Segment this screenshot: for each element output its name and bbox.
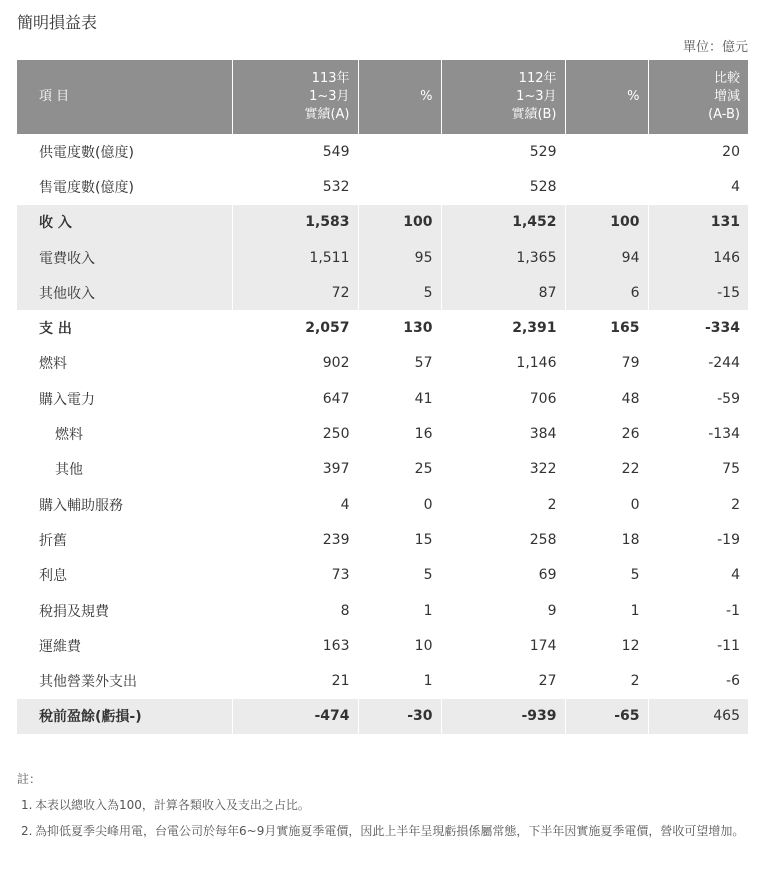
table-row [17,275,748,310]
percent-112: 22 [565,452,648,487]
row-label: 供電度數(億度) [17,134,232,169]
percent-112: 79 [565,346,648,381]
value-diff: 146 [648,240,748,275]
income-statement-table [17,60,748,734]
value-112: 2,391 [441,310,565,345]
value-diff: 2 [731,496,740,513]
row-label: 利息 [17,558,232,593]
note-text: 本表以總收入為100，計算各類收入及支出之占比。 [35,798,310,812]
row-label: 購入電力 [17,381,232,416]
value-113: 4 [232,487,358,522]
percent-113: 1 [358,663,441,698]
percent-112 [565,169,648,204]
value-113: 8 [232,593,358,628]
header-113-percent: % [358,60,441,134]
value-113: 250 [232,416,358,451]
value-diff: -134 [708,426,740,443]
percent-113: 5 [358,275,441,310]
value-112: 1,365 [441,240,565,275]
table-row [17,240,748,275]
percent-112: -65 [565,699,648,734]
percent-112: 2 [565,663,648,698]
table-row [17,134,748,169]
row-label: 燃料 [17,416,232,451]
row-label: 其他 [17,452,232,487]
value-diff: -334 [704,320,740,337]
header-difference: 比較 增減 (A-B) [648,60,748,134]
note-item [17,818,752,844]
percent-113: 1 [358,593,441,628]
value-112: 1,452 [441,205,565,240]
value-113: 21 [232,663,358,698]
percent-112: 18 [565,522,648,557]
value-113: 1,583 [232,205,358,240]
row-label: 稅捐及規費 [17,593,232,628]
table-row [17,487,748,522]
value-113: 902 [232,346,358,381]
value-diff: -19 [717,531,740,548]
value-112: 174 [441,628,565,663]
percent-113: 41 [358,381,441,416]
row-label: 電費收入 [17,240,232,275]
table-row [17,663,748,698]
table-row [17,205,748,240]
percent-113 [358,169,441,204]
row-label: 運維費 [17,628,232,663]
value-113: 549 [232,134,358,169]
table-row [17,558,748,593]
table-row [17,381,748,416]
percent-113: 16 [358,416,441,451]
value-112: 384 [441,416,565,451]
row-label: 支 出 [17,310,232,345]
percent-112: 0 [565,487,648,522]
value-diff: -11 [717,637,740,654]
note-item [17,792,752,818]
row-label: 稅前盈餘(虧損-) [17,699,232,734]
header-112-percent: % [565,60,648,134]
percent-113: 100 [358,205,441,240]
header-112-actual: 112年 1~3月 實績(B) [441,60,565,134]
percent-113: 0 [358,487,441,522]
value-112: 69 [441,558,565,593]
header-113-actual: 113年 1~3月 實績(A) [232,60,358,134]
value-113: 647 [232,381,358,416]
value-112: -939 [441,699,565,734]
row-label: 購入輔助服務 [17,487,232,522]
notes-list [17,792,752,844]
value-diff: -6 [726,673,740,690]
unit-label: 單位：億元 [682,40,748,55]
value-112: 27 [441,663,565,698]
percent-112: 94 [565,240,648,275]
table-row [17,416,748,451]
percent-113: 5 [358,558,441,593]
value-112: 528 [441,169,565,204]
table-row [17,452,748,487]
value-113: 1,511 [232,240,358,275]
percent-112: 26 [565,416,648,451]
value-diff: -59 [717,390,740,407]
value-112: 9 [441,593,565,628]
value-diff: -244 [708,355,740,372]
note-number: 1. [21,798,33,812]
value-112: 529 [441,134,565,169]
page-title: 簡明損益表 [17,13,98,32]
value-113: 72 [232,275,358,310]
percent-112 [565,134,648,169]
percent-112: 5 [565,558,648,593]
table-row [17,628,748,663]
percent-113: 57 [358,346,441,381]
table-header-row [17,60,748,134]
value-112: 706 [441,381,565,416]
notes-heading: 註： [17,772,42,786]
value-113: 163 [232,628,358,663]
percent-113 [358,134,441,169]
percent-113: 15 [358,522,441,557]
percent-113: 10 [358,628,441,663]
percent-112: 100 [565,205,648,240]
percent-113: 25 [358,452,441,487]
note-text: 為抑低夏季尖峰用電，台電公司於每年6~9月實施夏季電價，因此上半年呈現虧損係屬常態，下半年因實施夏季電價，營收可望增加。 [35,824,745,838]
value-diff: -15 [648,275,748,310]
percent-112: 48 [565,381,648,416]
percent-112: 12 [565,628,648,663]
value-112: 1,146 [441,346,565,381]
percent-113: -30 [358,699,441,734]
row-label: 售電度數(億度) [17,169,232,204]
value-diff: 465 [648,699,748,734]
value-diff: 20 [722,143,740,160]
header-item: 項 目 [17,60,232,134]
row-label: 收 入 [17,205,232,240]
value-113: 73 [232,558,358,593]
percent-112: 6 [565,275,648,310]
percent-112: 165 [565,310,648,345]
row-label: 折舊 [17,522,232,557]
value-112: 2 [441,487,565,522]
value-diff: 4 [731,567,740,584]
value-diff: 4 [731,178,740,195]
value-112: 258 [441,522,565,557]
value-113: -474 [232,699,358,734]
value-113: 239 [232,522,358,557]
table-row [17,310,748,345]
table-row [17,522,748,557]
percent-113: 95 [358,240,441,275]
value-diff: 131 [648,205,748,240]
value-diff: -1 [726,602,740,619]
value-diff: 75 [722,461,740,478]
percent-112: 1 [565,593,648,628]
table-row [17,699,748,734]
value-113: 532 [232,169,358,204]
row-label: 其他收入 [17,275,232,310]
table-row [17,169,748,204]
percent-113: 130 [358,310,441,345]
notes-section [17,766,752,844]
table-row [17,593,748,628]
row-label: 其他營業外支出 [17,663,232,698]
value-112: 87 [441,275,565,310]
value-113: 2,057 [232,310,358,345]
note-number: 2. [21,824,33,838]
value-112: 322 [441,452,565,487]
row-label: 燃料 [17,346,232,381]
value-113: 397 [232,452,358,487]
table-row [17,346,748,381]
